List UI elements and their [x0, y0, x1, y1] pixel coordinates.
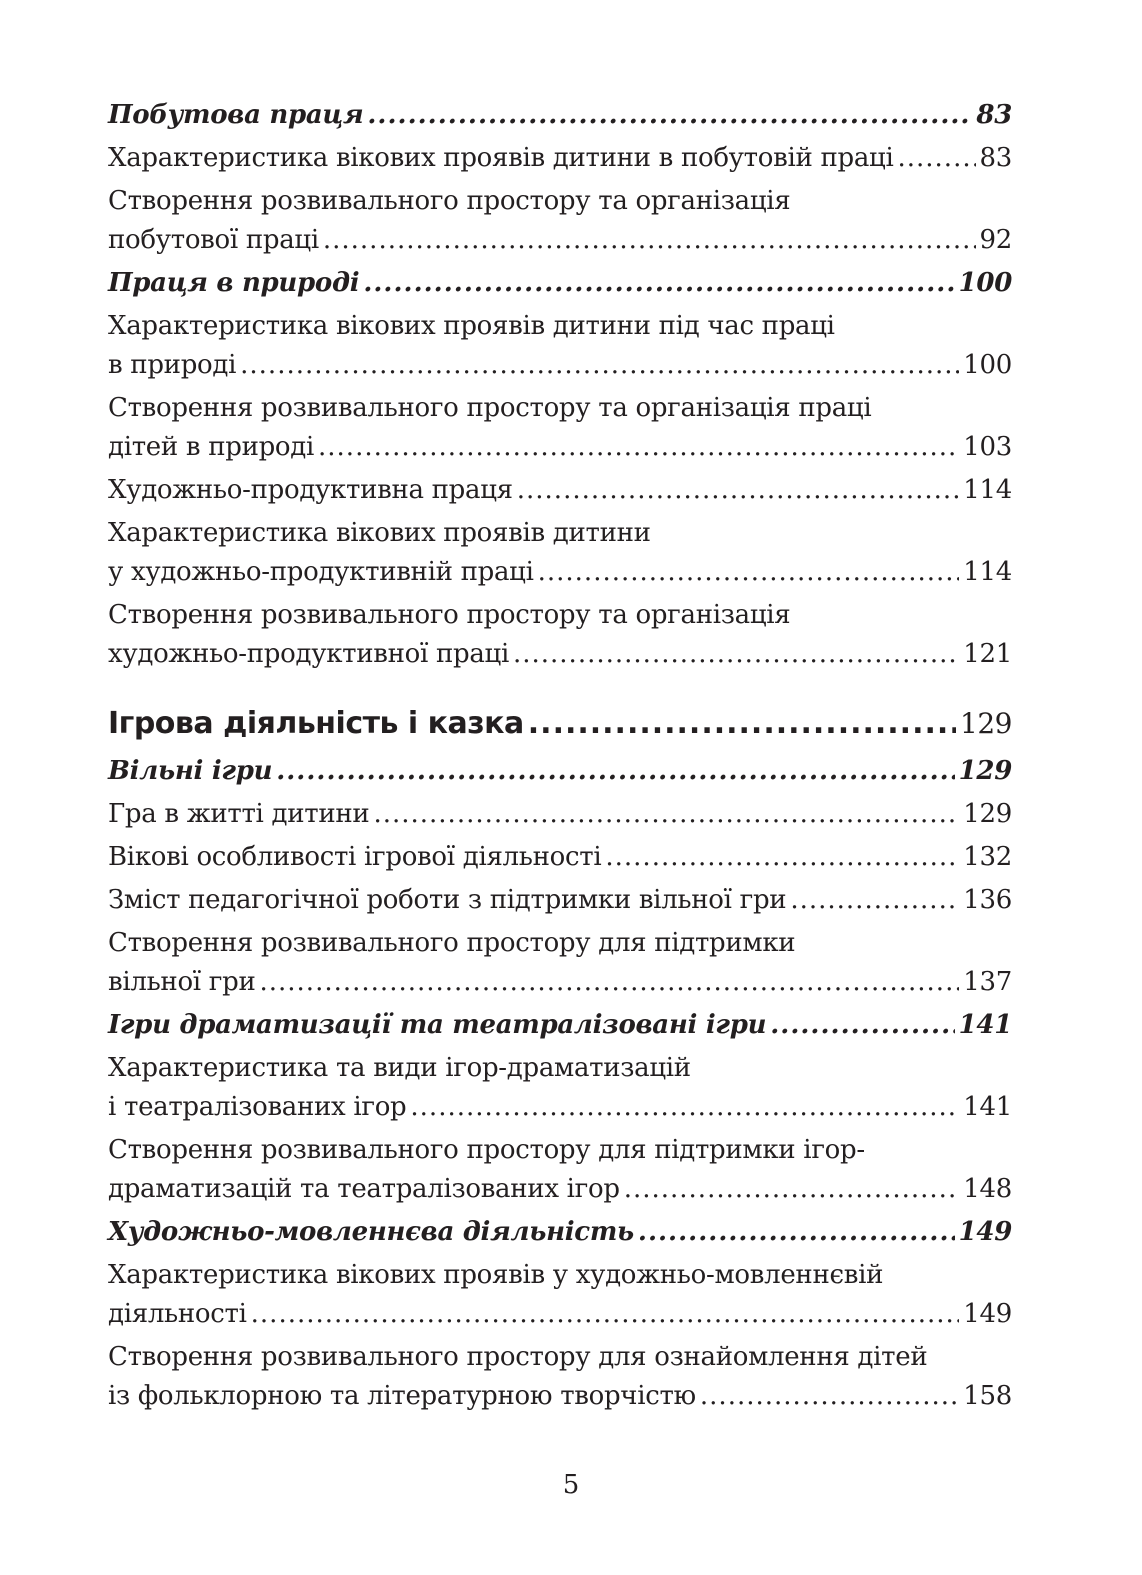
- toc-entry-last-line: [108, 838, 1012, 877]
- dot-leader: [367, 96, 972, 135]
- toc-entry-title-line: із фольклорною та літературною творчістю: [108, 1381, 696, 1411]
- toc-subsection-entry: [108, 1006, 1012, 1045]
- toc-entry-title-line: побутової праці: [108, 225, 319, 255]
- toc-entry-title-line: Створення розвивального простору та організація праці: [108, 393, 872, 423]
- toc-entry-last-line: [108, 1006, 1012, 1045]
- toc-entry-title-line: Характеристика вікових проявів дитини: [108, 518, 651, 548]
- dot-leader: [318, 428, 959, 467]
- dot-leader: [410, 1088, 959, 1127]
- toc-entry-title-line: діяльності: [108, 1299, 247, 1329]
- toc-entry-last-line: [108, 221, 1012, 260]
- toc-entry-title-line: Характеристика та види ігор-драматизацій: [108, 1053, 691, 1083]
- toc-page-number: 100: [958, 268, 1012, 298]
- toc-entry-last-line: [108, 963, 1012, 1002]
- toc-entry-title-line: Створення розвивального простору та організація: [108, 186, 791, 216]
- toc-entry-title-line: Ігри драматизації та театралізовані ігри: [108, 1010, 767, 1040]
- toc-page-number: 83: [979, 143, 1012, 173]
- toc-entry-last-line: [108, 752, 1012, 791]
- toc-entry-title-line: Створення розвивального простору для підтримки: [108, 928, 796, 958]
- dot-leader: [240, 346, 959, 385]
- toc-entry-title-line: у художньо-продуктивній праці: [108, 557, 534, 587]
- toc-entry-last-line: [108, 702, 1012, 746]
- toc-page-number: 121: [963, 639, 1012, 669]
- toc-entry-title-line: Характеристика вікових проявів у художньо-мовленнєвій: [108, 1260, 884, 1290]
- table-of-contents: [108, 96, 1012, 1420]
- toc-page-number: 92: [979, 225, 1012, 255]
- toc-page-number: 129: [958, 756, 1012, 786]
- toc-page-number: 148: [963, 1174, 1012, 1204]
- toc-entry-last-line: [108, 1213, 1012, 1252]
- dot-leader: [528, 702, 956, 746]
- dot-leader: [790, 881, 959, 920]
- toc-entry-title-line: Створення розвивального простору для ознайомлення дітей: [108, 1342, 928, 1372]
- toc-entry-title-line: Побутова праця: [108, 100, 364, 130]
- toc-page-number: 149: [963, 1299, 1012, 1329]
- toc-entry-title-line: Створення розвивального простору для підтримки ігор-: [108, 1135, 865, 1165]
- toc-entry-last-line: [108, 264, 1012, 303]
- toc-page-number: 100: [963, 350, 1012, 380]
- dot-leader: [323, 221, 976, 260]
- dot-leader: [363, 264, 954, 303]
- toc-entry: [108, 514, 1012, 592]
- toc-entry-last-line: [108, 1170, 1012, 1209]
- toc-page-number: 149: [958, 1217, 1012, 1247]
- toc-page-number: 129: [960, 707, 1012, 740]
- dot-leader: [513, 635, 959, 674]
- toc-entry-title-line: художньо-продуктивної праці: [108, 639, 509, 669]
- toc-entry-last-line: [108, 1295, 1012, 1334]
- toc-subsection-entry: [108, 264, 1012, 303]
- toc-entry-last-line: [108, 795, 1012, 834]
- toc-entry: [108, 1049, 1012, 1127]
- toc-page-number: 137: [963, 967, 1012, 997]
- toc-entry: [108, 1131, 1012, 1209]
- dot-leader: [276, 752, 954, 791]
- toc-entry-last-line: [108, 346, 1012, 385]
- toc-entry-title-line: Ігрова діяльність і казка: [108, 706, 524, 741]
- toc-entry: [108, 389, 1012, 467]
- dot-leader: [259, 963, 959, 1002]
- dot-leader: [897, 139, 975, 178]
- toc-entry-title-line: Створення розвивального простору та організація: [108, 600, 791, 630]
- dot-leader: [624, 1170, 960, 1209]
- toc-entry-title-line: дітей в природі: [108, 432, 315, 462]
- toc-entry-title-line: Гра в житті дитини: [108, 799, 370, 829]
- toc-page-number: 141: [963, 1092, 1012, 1122]
- toc-entry-title-line: Праця в природі: [108, 268, 360, 298]
- toc-page-number: 136: [963, 885, 1012, 915]
- toc-entry: [108, 1338, 1012, 1416]
- toc-page-number: 114: [963, 475, 1012, 505]
- dot-leader: [517, 471, 960, 510]
- toc-entry-title-line: Характеристика вікових проявів дитини під час праці: [108, 311, 835, 341]
- toc-entry-title-line: в природі: [108, 350, 237, 380]
- toc-entry-title-line: Вікові особливості ігрової діяльності: [108, 842, 602, 872]
- page-number: 5: [562, 1470, 580, 1500]
- toc-section-heading: [108, 702, 1012, 746]
- toc-page-number: 83: [976, 100, 1012, 130]
- toc-subsection-entry: [108, 96, 1012, 135]
- toc-subsection-entry: [108, 752, 1012, 791]
- dot-leader: [538, 553, 960, 592]
- toc-page-number: 158: [963, 1381, 1012, 1411]
- toc-page-number: 141: [958, 1010, 1012, 1040]
- toc-entry-last-line: [108, 635, 1012, 674]
- toc-entry-title-line: Вільні ігри: [108, 756, 273, 786]
- toc-entry-last-line: [108, 553, 1012, 592]
- toc-entry-last-line: [108, 471, 1012, 510]
- toc-entry: [108, 795, 1012, 834]
- toc-page-number: 103: [963, 432, 1012, 462]
- toc-entry-last-line: [108, 1088, 1012, 1127]
- toc-entry-title-line: Художньо-мовленнєва діяльність: [108, 1217, 634, 1247]
- toc-entry-last-line: [108, 139, 1012, 178]
- toc-entry-title-line: Художньо-продуктивна праця: [108, 475, 513, 505]
- dot-leader: [700, 1377, 959, 1416]
- toc-entry: [108, 307, 1012, 385]
- toc-entry-last-line: [108, 881, 1012, 920]
- dot-leader: [251, 1295, 960, 1334]
- toc-entry: [108, 924, 1012, 1002]
- toc-subsection-entry: [108, 1213, 1012, 1252]
- toc-entry-title-line: Характеристика вікових проявів дитини в побутовій праці: [108, 143, 894, 173]
- toc-entry-title-line: вільної гри: [108, 967, 256, 997]
- toc-entry-title-line: Зміст педагогічної роботи з підтримки вільної гри: [108, 885, 787, 915]
- toc-entry-last-line: [108, 1377, 1012, 1416]
- toc-entry-last-line: [108, 96, 1012, 135]
- toc-entry: [108, 596, 1012, 674]
- toc-entry-title-line: драматизацій та театралізованих ігор: [108, 1174, 620, 1204]
- toc-entry: [108, 881, 1012, 920]
- dot-leader: [770, 1006, 954, 1045]
- toc-entry-last-line: [108, 428, 1012, 467]
- toc-entry: [108, 471, 1012, 510]
- toc-entry: [108, 139, 1012, 178]
- dot-leader: [638, 1213, 955, 1252]
- dot-leader: [605, 838, 959, 877]
- toc-entry: [108, 182, 1012, 260]
- toc-page-number: 129: [963, 799, 1012, 829]
- toc-entry: [108, 838, 1012, 877]
- toc-entry-title-line: і театралізованих ігор: [108, 1092, 407, 1122]
- toc-page-number: 114: [963, 557, 1012, 587]
- toc-page-number: 132: [963, 842, 1012, 872]
- toc-entry: [108, 1256, 1012, 1334]
- dot-leader: [373, 795, 959, 834]
